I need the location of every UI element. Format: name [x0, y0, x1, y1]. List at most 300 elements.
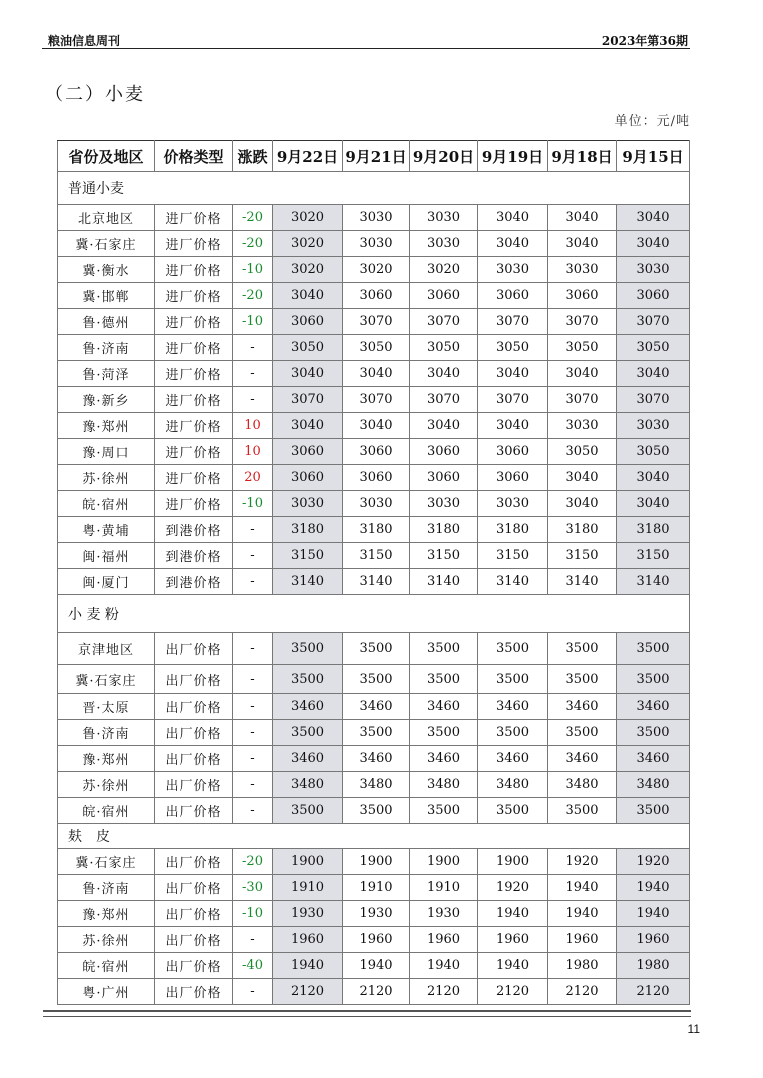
change-cell: -	[233, 772, 273, 798]
price-cell: 3040	[410, 413, 478, 439]
price-cell: 3040	[548, 361, 617, 387]
change-cell: -	[233, 927, 273, 953]
region-cell: 豫·郑州	[58, 901, 155, 927]
table-row	[58, 413, 690, 439]
category-row	[58, 595, 690, 633]
price-cell: 3500	[343, 720, 410, 746]
table-row	[58, 517, 690, 543]
price-cell: 1930	[410, 901, 478, 927]
price-type-cell: 到港价格	[155, 569, 233, 595]
price-cell: 1960	[273, 927, 343, 953]
change-cell: -20	[233, 283, 273, 309]
price-cell: 3040	[548, 491, 617, 517]
price-cell: 3060	[478, 283, 548, 309]
price-type-cell: 进厂价格	[155, 439, 233, 465]
category-row	[58, 824, 690, 849]
region-cell: 鲁·济南	[58, 720, 155, 746]
table-body	[58, 172, 690, 1005]
price-cell: 3030	[478, 257, 548, 283]
price-cell: 3030	[548, 413, 617, 439]
price-cell: 3500	[410, 665, 478, 694]
price-cell: 1940	[548, 875, 617, 901]
price-cell: 2120	[478, 979, 548, 1005]
table-row	[58, 953, 690, 979]
price-cell: 3050	[617, 335, 690, 361]
region-cell: 晋·太原	[58, 694, 155, 720]
header-rule	[42, 48, 690, 49]
price-cell: 3030	[343, 205, 410, 231]
price-cell: 3480	[410, 772, 478, 798]
price-cell: 3140	[478, 569, 548, 595]
price-cell: 3050	[617, 439, 690, 465]
price-type-cell: 出厂价格	[155, 901, 233, 927]
issue-number: 2023年第36期	[601, 34, 688, 48]
change-cell: -	[233, 746, 273, 772]
price-cell: 3180	[617, 517, 690, 543]
price-type-cell: 进厂价格	[155, 283, 233, 309]
price-cell: 3050	[548, 439, 617, 465]
section-title: （二）小麦	[45, 84, 145, 105]
table-row	[58, 387, 690, 413]
price-cell: 3040	[617, 491, 690, 517]
price-type-cell: 进厂价格	[155, 361, 233, 387]
change-cell: -20	[233, 231, 273, 257]
price-cell: 1900	[273, 849, 343, 875]
region-cell: 苏·徐州	[58, 772, 155, 798]
price-type-cell: 出厂价格	[155, 875, 233, 901]
price-cell: 3500	[548, 720, 617, 746]
region-cell: 鲁·菏泽	[58, 361, 155, 387]
price-cell: 3060	[273, 465, 343, 491]
category-row	[58, 172, 690, 205]
price-cell: 3040	[617, 465, 690, 491]
change-cell: 10	[233, 439, 273, 465]
table-row	[58, 772, 690, 798]
price-cell: 1910	[273, 875, 343, 901]
region-cell: 冀·石家庄	[58, 665, 155, 694]
price-cell: 3070	[548, 387, 617, 413]
price-type-cell: 出厂价格	[155, 979, 233, 1005]
table-row	[58, 720, 690, 746]
region-cell: 冀·衡水	[58, 257, 155, 283]
table-header-row	[58, 141, 690, 172]
price-cell: 3150	[617, 543, 690, 569]
change-cell: -	[233, 694, 273, 720]
price-cell: 3070	[478, 387, 548, 413]
price-cell: 1920	[478, 875, 548, 901]
table-row	[58, 665, 690, 694]
region-cell: 苏·徐州	[58, 465, 155, 491]
change-cell: -	[233, 665, 273, 694]
price-cell: 3500	[548, 633, 617, 665]
price-cell: 3500	[273, 633, 343, 665]
change-cell: -20	[233, 849, 273, 875]
price-cell: 3500	[273, 665, 343, 694]
price-cell: 3070	[478, 309, 548, 335]
price-cell: 3500	[273, 720, 343, 746]
price-cell: 3500	[410, 633, 478, 665]
price-type-cell: 进厂价格	[155, 309, 233, 335]
price-cell: 1980	[617, 953, 690, 979]
price-cell: 3480	[548, 772, 617, 798]
price-cell: 3140	[617, 569, 690, 595]
price-cell: 3040	[478, 231, 548, 257]
price-table	[57, 140, 690, 1005]
price-cell: 1940	[478, 901, 548, 927]
price-cell: 1940	[617, 875, 690, 901]
price-cell: 3040	[617, 361, 690, 387]
price-cell: 3500	[617, 633, 690, 665]
region-cell: 鲁·济南	[58, 875, 155, 901]
unit-label: 单位：元/吨	[614, 114, 690, 129]
price-cell: 1960	[617, 927, 690, 953]
price-cell: 3460	[478, 746, 548, 772]
price-cell: 1920	[548, 849, 617, 875]
region-cell: 鲁·济南	[58, 335, 155, 361]
price-cell: 3070	[617, 309, 690, 335]
price-cell: 1940	[410, 953, 478, 979]
change-cell: -	[233, 335, 273, 361]
region-cell: 豫·新乡	[58, 387, 155, 413]
price-cell: 3480	[617, 772, 690, 798]
change-cell: 20	[233, 465, 273, 491]
price-cell: 1960	[548, 927, 617, 953]
price-cell: 3030	[617, 413, 690, 439]
price-cell: 3500	[343, 798, 410, 824]
table-row	[58, 798, 690, 824]
region-cell: 冀·石家庄	[58, 849, 155, 875]
price-cell: 3500	[617, 720, 690, 746]
price-cell: 3050	[410, 335, 478, 361]
price-cell: 3070	[410, 309, 478, 335]
table-row	[58, 569, 690, 595]
table-row	[58, 231, 690, 257]
price-cell: 3040	[343, 361, 410, 387]
change-cell: -10	[233, 901, 273, 927]
price-cell: 3460	[548, 694, 617, 720]
table-row	[58, 491, 690, 517]
price-cell: 2120	[410, 979, 478, 1005]
region-cell: 冀·邯郸	[58, 283, 155, 309]
table-row	[58, 694, 690, 720]
column-header: 9月21日	[343, 141, 410, 172]
price-type-cell: 进厂价格	[155, 231, 233, 257]
category-label: 小 麦 粉	[58, 595, 690, 633]
price-cell: 3150	[343, 543, 410, 569]
change-cell: -	[233, 979, 273, 1005]
price-cell: 3060	[273, 309, 343, 335]
price-cell: 3030	[617, 257, 690, 283]
price-type-cell: 到港价格	[155, 543, 233, 569]
price-cell: 2120	[343, 979, 410, 1005]
price-cell: 1940	[343, 953, 410, 979]
price-cell: 3070	[410, 387, 478, 413]
price-cell: 3030	[410, 231, 478, 257]
table-row	[58, 849, 690, 875]
price-cell: 3180	[548, 517, 617, 543]
region-cell: 粤·广州	[58, 979, 155, 1005]
price-cell: 3040	[343, 413, 410, 439]
price-cell: 3040	[548, 205, 617, 231]
table-row	[58, 439, 690, 465]
price-cell: 3040	[548, 465, 617, 491]
price-cell: 3180	[478, 517, 548, 543]
price-cell: 1900	[478, 849, 548, 875]
region-cell: 京津地区	[58, 633, 155, 665]
region-cell: 苏·徐州	[58, 927, 155, 953]
column-header: 9月20日	[410, 141, 478, 172]
footer-rule	[43, 1010, 691, 1017]
region-cell: 皖·宿州	[58, 491, 155, 517]
price-cell: 3040	[478, 205, 548, 231]
column-header: 9月19日	[478, 141, 548, 172]
table-row	[58, 283, 690, 309]
price-cell: 3500	[410, 720, 478, 746]
price-cell: 1960	[478, 927, 548, 953]
price-cell: 3150	[548, 543, 617, 569]
change-cell: -10	[233, 309, 273, 335]
price-cell: 3460	[343, 746, 410, 772]
price-cell: 3060	[410, 439, 478, 465]
region-cell: 豫·郑州	[58, 746, 155, 772]
price-cell: 3030	[410, 491, 478, 517]
table-row	[58, 335, 690, 361]
price-cell: 3050	[343, 335, 410, 361]
price-cell: 1930	[343, 901, 410, 927]
table-row	[58, 875, 690, 901]
price-cell: 3060	[343, 465, 410, 491]
price-cell: 1910	[410, 875, 478, 901]
price-cell: 3460	[410, 694, 478, 720]
price-cell: 3030	[343, 491, 410, 517]
price-cell: 3500	[617, 798, 690, 824]
region-cell: 闽·福州	[58, 543, 155, 569]
price-type-cell: 出厂价格	[155, 746, 233, 772]
price-cell: 3460	[343, 694, 410, 720]
price-cell: 3500	[548, 665, 617, 694]
price-cell: 3020	[410, 257, 478, 283]
price-cell: 3150	[478, 543, 548, 569]
price-cell: 3460	[273, 746, 343, 772]
price-type-cell: 进厂价格	[155, 257, 233, 283]
publication-title: 粮油信息周刊	[48, 34, 121, 48]
column-header: 省份及地区	[58, 141, 155, 172]
price-cell: 3500	[410, 798, 478, 824]
price-cell: 3040	[617, 231, 690, 257]
price-cell: 2120	[273, 979, 343, 1005]
change-cell: -	[233, 517, 273, 543]
price-type-cell: 进厂价格	[155, 335, 233, 361]
price-cell: 3500	[343, 665, 410, 694]
price-cell: 3500	[343, 633, 410, 665]
change-cell: -	[233, 387, 273, 413]
region-cell: 粤·黄埔	[58, 517, 155, 543]
table-row	[58, 543, 690, 569]
table-row	[58, 901, 690, 927]
price-cell: 2120	[617, 979, 690, 1005]
column-header: 涨跌	[233, 141, 273, 172]
price-cell: 1940	[617, 901, 690, 927]
price-cell: 3030	[478, 491, 548, 517]
price-type-cell: 进厂价格	[155, 205, 233, 231]
column-header: 9月18日	[548, 141, 617, 172]
region-cell: 北京地区	[58, 205, 155, 231]
price-type-cell: 进厂价格	[155, 491, 233, 517]
change-cell: -	[233, 361, 273, 387]
price-cell: 1940	[478, 953, 548, 979]
change-cell: -	[233, 569, 273, 595]
price-cell: 3020	[273, 205, 343, 231]
price-cell: 1910	[343, 875, 410, 901]
price-cell: 3460	[548, 746, 617, 772]
column-header: 9月22日	[273, 141, 343, 172]
price-type-cell: 出厂价格	[155, 665, 233, 694]
price-cell: 3460	[617, 694, 690, 720]
region-cell: 豫·周口	[58, 439, 155, 465]
price-cell: 3070	[343, 309, 410, 335]
price-cell: 3460	[478, 694, 548, 720]
price-type-cell: 进厂价格	[155, 387, 233, 413]
change-cell: -10	[233, 491, 273, 517]
price-cell: 1980	[548, 953, 617, 979]
price-cell: 3070	[617, 387, 690, 413]
price-type-cell: 出厂价格	[155, 953, 233, 979]
price-cell: 3040	[410, 361, 478, 387]
price-cell: 3180	[273, 517, 343, 543]
price-cell: 3050	[273, 335, 343, 361]
price-cell: 2120	[548, 979, 617, 1005]
price-cell: 3060	[548, 283, 617, 309]
price-cell: 3030	[343, 231, 410, 257]
price-cell: 1900	[343, 849, 410, 875]
change-cell: -	[233, 798, 273, 824]
table-row	[58, 361, 690, 387]
price-cell: 3020	[273, 257, 343, 283]
price-cell: 3040	[478, 361, 548, 387]
price-type-cell: 出厂价格	[155, 772, 233, 798]
price-type-cell: 出厂价格	[155, 633, 233, 665]
price-cell: 3480	[343, 772, 410, 798]
change-cell: -20	[233, 205, 273, 231]
region-cell: 皖·宿州	[58, 798, 155, 824]
price-cell: 3500	[548, 798, 617, 824]
table-row	[58, 746, 690, 772]
price-cell: 3030	[273, 491, 343, 517]
table-row	[58, 465, 690, 491]
price-cell: 3040	[273, 283, 343, 309]
change-cell: 10	[233, 413, 273, 439]
price-cell: 3020	[343, 257, 410, 283]
region-cell: 冀·石家庄	[58, 231, 155, 257]
price-cell: 3180	[343, 517, 410, 543]
column-header: 价格类型	[155, 141, 233, 172]
price-cell: 3500	[478, 633, 548, 665]
region-cell: 鲁·德州	[58, 309, 155, 335]
price-cell: 1930	[273, 901, 343, 927]
price-cell: 3060	[273, 439, 343, 465]
change-cell: -30	[233, 875, 273, 901]
change-cell: -	[233, 633, 273, 665]
change-cell: -	[233, 543, 273, 569]
price-cell: 3180	[410, 517, 478, 543]
price-cell: 3040	[617, 205, 690, 231]
price-cell: 3060	[410, 465, 478, 491]
category-label: 普通小麦	[58, 172, 690, 205]
price-type-cell: 出厂价格	[155, 694, 233, 720]
price-type-cell: 出厂价格	[155, 720, 233, 746]
region-cell: 皖·宿州	[58, 953, 155, 979]
price-cell: 3040	[273, 361, 343, 387]
price-cell: 3030	[548, 257, 617, 283]
price-cell: 3500	[617, 665, 690, 694]
table-row	[58, 927, 690, 953]
price-cell: 3060	[478, 439, 548, 465]
region-cell: 闽·厦门	[58, 569, 155, 595]
price-type-cell: 到港价格	[155, 517, 233, 543]
price-cell: 3150	[410, 543, 478, 569]
price-cell: 1920	[617, 849, 690, 875]
price-type-cell: 进厂价格	[155, 413, 233, 439]
price-cell: 3140	[410, 569, 478, 595]
price-cell: 3050	[548, 335, 617, 361]
column-header: 9月15日	[617, 141, 690, 172]
price-cell: 3500	[478, 665, 548, 694]
price-cell: 3070	[343, 387, 410, 413]
price-cell: 3500	[478, 720, 548, 746]
price-cell: 3060	[343, 283, 410, 309]
price-cell: 1940	[273, 953, 343, 979]
change-cell: -10	[233, 257, 273, 283]
table-row	[58, 979, 690, 1005]
price-cell: 1960	[343, 927, 410, 953]
change-cell: -40	[233, 953, 273, 979]
price-cell: 3140	[343, 569, 410, 595]
table-row	[58, 257, 690, 283]
price-cell: 1900	[410, 849, 478, 875]
category-label: 麸 皮	[58, 824, 690, 849]
page-number: 11	[687, 1022, 700, 1036]
price-type-cell: 出厂价格	[155, 798, 233, 824]
price-cell: 3500	[273, 798, 343, 824]
price-cell: 3060	[478, 465, 548, 491]
price-cell: 3460	[273, 694, 343, 720]
price-cell: 1940	[548, 901, 617, 927]
price-cell: 3150	[273, 543, 343, 569]
price-cell: 3040	[478, 413, 548, 439]
price-cell: 1960	[410, 927, 478, 953]
price-cell: 3070	[273, 387, 343, 413]
price-type-cell: 进厂价格	[155, 465, 233, 491]
price-cell: 3480	[273, 772, 343, 798]
price-cell: 3060	[617, 283, 690, 309]
price-type-cell: 出厂价格	[155, 927, 233, 953]
price-cell: 3030	[410, 205, 478, 231]
price-cell: 3040	[273, 413, 343, 439]
price-cell: 3460	[410, 746, 478, 772]
price-cell: 3040	[548, 231, 617, 257]
table-row	[58, 309, 690, 335]
table-row	[58, 205, 690, 231]
price-cell: 3070	[548, 309, 617, 335]
price-cell: 3140	[548, 569, 617, 595]
price-type-cell: 出厂价格	[155, 849, 233, 875]
region-cell: 豫·郑州	[58, 413, 155, 439]
change-cell: -	[233, 720, 273, 746]
price-cell: 3020	[273, 231, 343, 257]
price-cell: 3480	[478, 772, 548, 798]
price-cell: 3460	[617, 746, 690, 772]
price-cell: 3060	[343, 439, 410, 465]
